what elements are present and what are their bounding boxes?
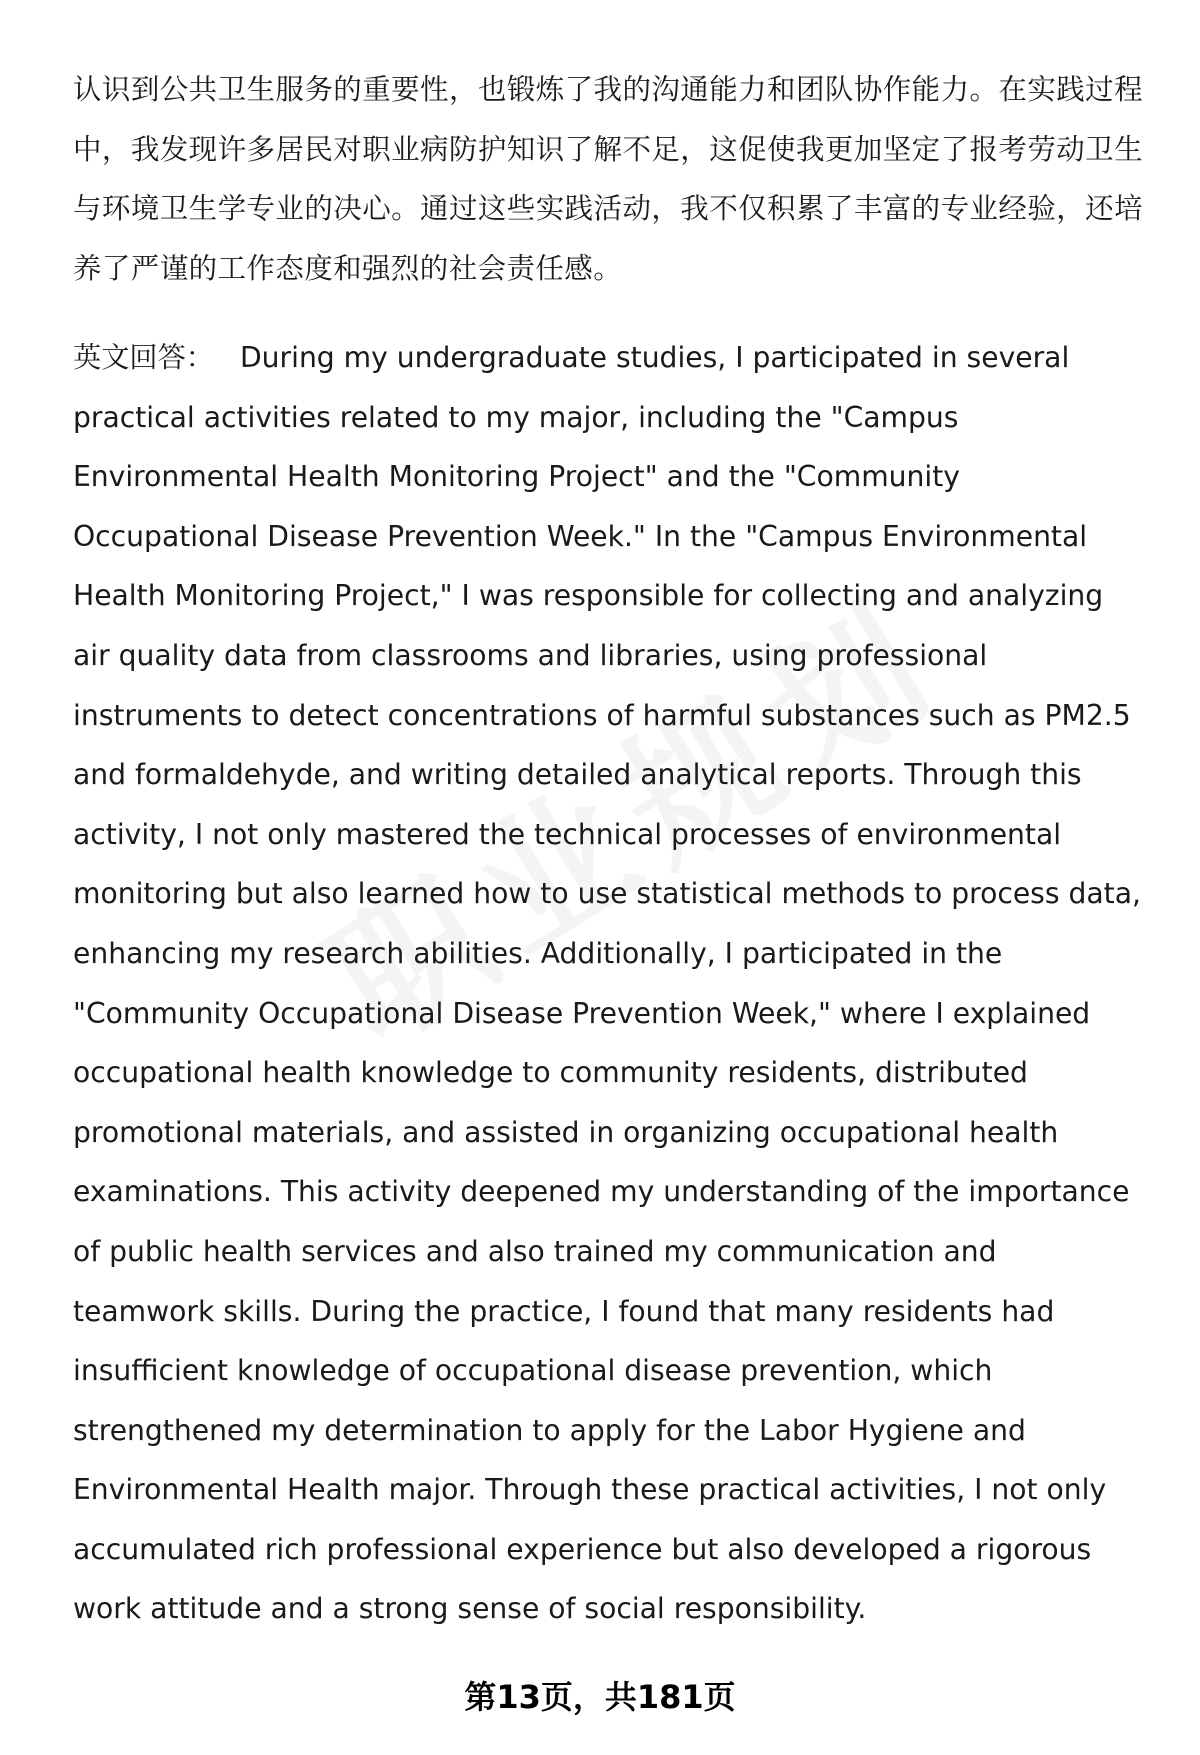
content-area <box>73 60 1143 1639</box>
chinese-paragraph: 认识到公共卫生服务的重要性，也锻炼了我的沟通能力和团队协作能力。在实践过程中，我发现许多居民对职业病防护知识了解不足，这促使我更加坚定了报考劳动卫生与环境卫生学专业的决心。通过这些实践活动，我不仅积累了丰富的专业经验，还培养了严谨的工作态度和强烈的社会责任感。 <box>73 73 1143 285</box>
english-answer-paragraph <box>73 328 1143 1639</box>
english-answer-text: During my undergraduate studies, I participated in several practical activities related to my major, including the "Campus Environmental Health Monitoring Project" and the "Community Occupational Disease Prevention Week." In the "Campus Environmental Health Monitoring Project," I was responsible for collecting and analyzing air quality data from classrooms and libraries, using professional instruments to detect concentrations of harmful substances such as PM2.5 and formaldehyde, and writing detailed analytical reports. Through this activity, I not only mastered the technical processes of environmental monitoring but also learned how to use statistical methods to process data, enhancing my research abilities. Additionally, I participated in the "Community Occupational Disease Prevention Week," where I explained occupational health knowledge to community residents, distributed promotional materials, and assisted in organizing occupational health examinations. This activity deepened my understanding of the importance of public health services and also trained my communication and teamwork skills. During the practice, I found that many residents had insufficient knowledge of occupational disease prevention, which strengthened my determination to apply for the Labor Hygiene and Environmental Health major. Through these practical activities, I not only accumulated rich professional experience but also developed a rigorous work attitude and a strong sense of social responsibility. <box>73 341 1141 1626</box>
page-number-footer: 第13页，共181页 <box>464 1678 736 1716</box>
english-answer-label: 英文回答： <box>73 341 214 374</box>
